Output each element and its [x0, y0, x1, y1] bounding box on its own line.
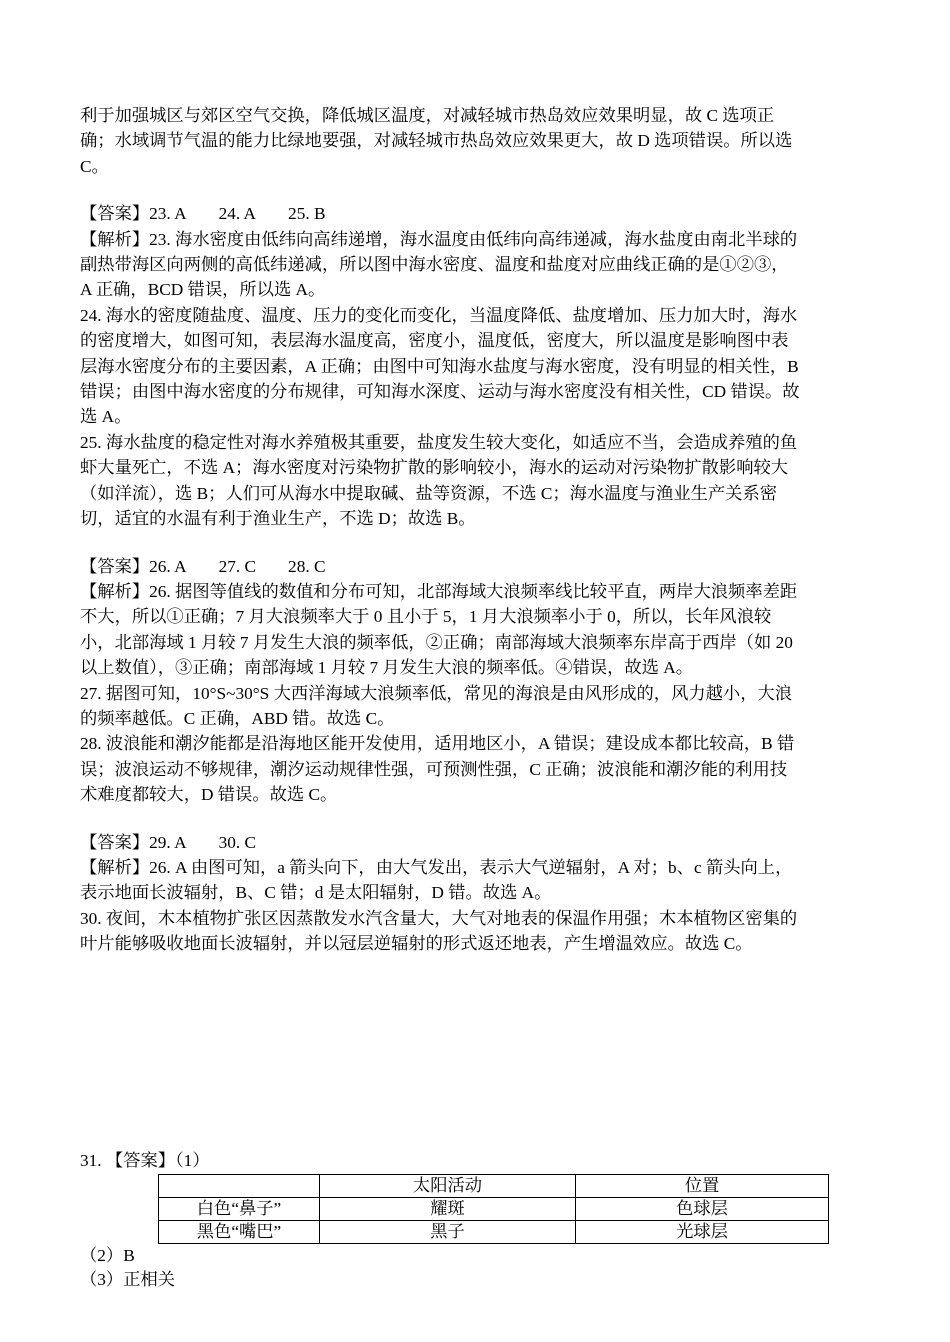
- answer-item: 27. C: [218, 556, 257, 576]
- text-line: 叶片能够吸收地面长波辐射，并以冠层逆辐射的形式返还地表，产生增温效应。故选 C。: [80, 934, 753, 954]
- text-line: 小，北部海域 1 月较 7 月发生大浪的频率低，②正确；南部海域大浪频率东岸高于西岸（如 20: [80, 632, 793, 652]
- text-line: 30. 夜间，木本植物扩张区因蒸散发水汽含量大，大气对地表的保温作用强；木本植物区密集的: [80, 908, 798, 928]
- answer-item: 25. B: [288, 204, 326, 224]
- table-header-cell: 位置: [576, 1174, 829, 1197]
- answer-line: [80, 554, 875, 579]
- text-line: 错误；由图中海水密度的分布规律，可知海水深度、运动与海水密度没有相关性，CD 错误。故: [80, 382, 800, 402]
- answer-item: 26. A: [149, 556, 187, 576]
- text-line: 不大，所以①正确；7 月大浪频率大于 0 且小于 5，1 月大浪频率小于 0，所以，长年风浪较: [80, 607, 772, 627]
- answer-item: 30. C: [218, 832, 257, 852]
- answer-block-26-28: [80, 554, 875, 808]
- text-line: 选 A。: [80, 407, 132, 427]
- text-line: 【解析】26. A 由图可知，a 箭头向下，由大气发出，表示大气逆辐射，A 对；b、c 箭头向上，: [80, 857, 793, 877]
- answer-item: 23. A: [149, 204, 187, 224]
- q31-part3: （3）正相关: [80, 1269, 176, 1289]
- document-page: [80, 103, 875, 1292]
- table-cell: 色球层: [576, 1197, 829, 1220]
- q31-part2: （2）B: [80, 1245, 135, 1265]
- table-header-row: [159, 1174, 829, 1197]
- text-line: 切，适宜的水温有利于渔业生产，不选 D；故选 B。: [80, 509, 476, 529]
- text-line: 的频率越低。C 正确，ABD 错。故选 C。: [80, 708, 395, 728]
- table-row: [159, 1197, 829, 1220]
- table-cell: 黑子: [320, 1220, 576, 1243]
- text-line: 确；水域调节气温的能力比绿地要强，对减轻城市热岛效应效果更大，故 D 选项错误。所以选: [80, 131, 793, 151]
- sun-activity-table: [158, 1174, 829, 1244]
- text-line: （如洋流），选 B；人们可从海水中提取碱、盐等资源，不选 C；海水温度与渔业生产关系密: [80, 483, 778, 503]
- text-line: 25. 海水盐度的稳定性对海水养殖极其重要，盐度发生较大变化，如适应不当，会造成养殖的鱼: [80, 432, 798, 452]
- table-cell: 耀斑: [320, 1197, 576, 1220]
- answer-item: 29. A: [149, 832, 187, 852]
- text-line: 表示地面长波辐射，B、C 错；d 是太阳辐射，D 错。故选 A。: [80, 883, 552, 903]
- text-line: 虾大量死亡，不选 A；海水密度对污染物扩散的影响较小，海水的运动对污染物扩散影响较大: [80, 458, 789, 478]
- answer-block-29-30: [80, 830, 875, 957]
- table-cell: 黑色“嘴巴”: [159, 1220, 320, 1243]
- answer-line: [80, 830, 875, 855]
- text-line: 术难度都较大，D 错误。故选 C。: [80, 785, 338, 805]
- table-header-cell: 太阳活动: [320, 1174, 576, 1197]
- text-line: 层海水密度分布的主要因素，A 正确；由图中可知海水盐度与海水密度，没有明显的相关性，B: [80, 356, 799, 376]
- intro-paragraph: [80, 103, 875, 179]
- answer-prefix: 【答案】: [80, 204, 150, 224]
- text-line: 误；波浪运动不够规律，潮汐运动规律性强，可预测性强，C 正确；波浪能和潮汐能的利用技: [80, 759, 788, 779]
- answer-prefix: 【答案】: [80, 556, 150, 576]
- text-line: 的密度增大，如图可知，表层海水温度高，密度小，温度低，密度大，所以温度是影响图中表: [80, 331, 789, 351]
- text-line: 【解析】23. 海水密度由低纬向高纬递增，海水温度由低纬向高纬递减，海水盐度由南北半球的: [80, 229, 798, 249]
- q31-heading: 31. 【答案】（1）: [80, 1150, 210, 1170]
- answer-item: 28. C: [288, 556, 326, 576]
- text-line: 24. 海水的密度随盐度、温度、压力的变化而变化，当温度降低、盐度增加、压力加大时，海水: [80, 305, 798, 325]
- answer-block-23-25: [80, 201, 875, 531]
- text-line: 利于加强城区与郊区空气交换，降低城区温度，对减轻城市热岛效应效果明显，故 C 选项正: [80, 106, 775, 125]
- text-line: 【解析】26. 据图等值线的数值和分布可知，北部海域大浪频率线比较平直，两岸大浪频率差距: [80, 581, 798, 601]
- table-row: [159, 1220, 829, 1243]
- text-line: 以上数值），③正确；南部海域 1 月较 7 月发生大浪的频率低。④错误，故选 A。: [80, 658, 694, 678]
- question-31: [80, 1149, 875, 1292]
- text-line: 副热带海区向两侧的高低纬递减，所以图中海水密度、温度和盐度对应曲线正确的是①②③，: [80, 255, 789, 275]
- text-line: 27. 据图可知，10°S~30°S 大西洋海域大浪频率低，常见的海浪是由风形成的，风力越小，大浪: [80, 683, 793, 703]
- text-line: C。: [80, 156, 109, 176]
- text-line: 28. 波浪能和潮汐能都是沿海地区能开发使用，适用地区小，A 错误；建设成本都比较高，B 错: [80, 734, 795, 754]
- answer-item: 24. A: [218, 204, 257, 224]
- answer-prefix: 【答案】: [80, 832, 150, 852]
- answer-line: [80, 201, 875, 226]
- table-cell: 光球层: [576, 1220, 829, 1243]
- table-header-cell: [159, 1174, 320, 1197]
- text-line: A 正确，BCD 错误，所以选 A。: [80, 280, 326, 300]
- table-cell: 白色“鼻子”: [159, 1197, 320, 1220]
